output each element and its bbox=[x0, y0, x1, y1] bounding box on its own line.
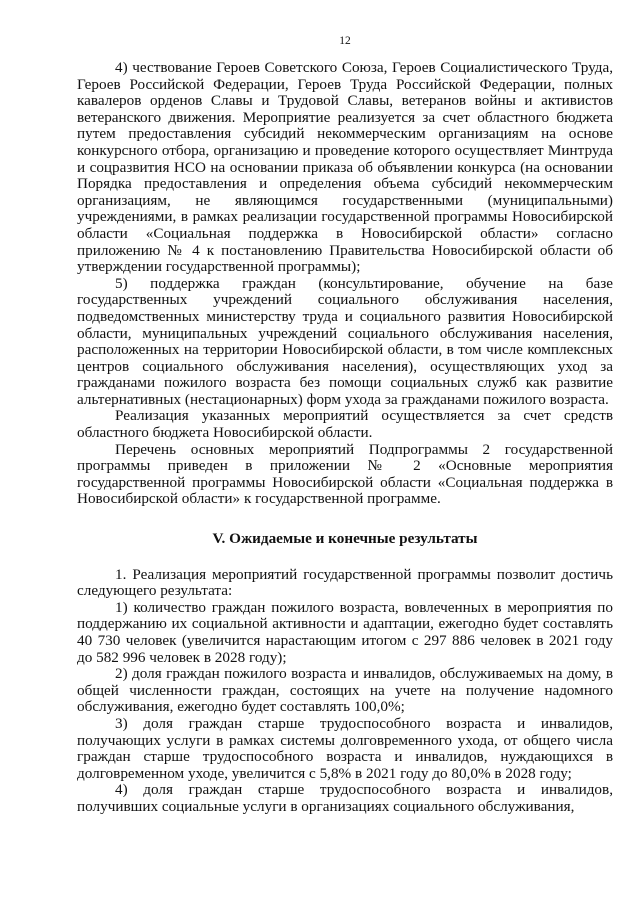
paragraph-measures-list-reference: Перечень основных мероприятий Подпрограммы 2 государственной программы приведен в приложении № 2 «Основные мероприятия государственной программы Новосибирской области «Социальная поддержка в Новосибирской области» к государственной программе. bbox=[77, 440, 613, 508]
paragraph-item-5-citizen-support: 5) поддержка граждан (консультирование, обучение на базе государственных учреждений социального обслуживания населения, подведомственных министерству труда и социального развития Новосибирской области, муниципальных учреждений социального обслуживания населения, расположенных на территории Новосибирской области, в том числе комплексных центров социального обслуживания населения), осуществляющих уход за гражданами пожилого возраста без помощи социальных служб как развитие альтернативных (нестационарных) форм ухода за гражданами пожилого возраста. bbox=[77, 274, 613, 408]
paragraph-result-3: 3) доля граждан старше трудоспособного возраста и инвалидов, получающих услуги в рамках системы долговременного ухода, от общего числа граждан старше трудоспособного возраста и инвалидов, нуждающихся в долговременном уходе, увеличится с 5,8% в 2021 году до 80,0% в 2028 году; bbox=[77, 714, 613, 782]
paragraph-result-4: 4) доля граждан старше трудоспособного возраста и инвалидов, получивших социальные услуги в организациях социального обслуживания, bbox=[77, 781, 613, 815]
paragraph-funding-source: Реализация указанных мероприятий осуществляется за счет средств областного бюджета Новосибирской области. bbox=[77, 407, 613, 442]
page-number: 12 bbox=[339, 35, 351, 47]
paragraph-item-4-honoring-heroes: 4) чествование Героев Советского Союза, Героев Социалистического Труда, Героев Российской Федерации, Героев Труда Российской Федерации, полных кавалеров орденов Славы и Трудовой Славы, ветеранов войны и активистов ветеранского движения. Мероприятие реализуется за счет областного бюджета путем предоставления субсидий некоммерческим организациям на основе конкурсного отбора, организацию и проведение которого осуществляет Минтруда и соцразвития НСО на основании приказа об объявлении конкурса (на основании Порядка предоставления и определения объема субсидий некоммерческим организациям, не являющимся государственными (муниципальными) учреждениями, в рамках реализации государственной программы Новосибирской области «Социальная поддержка в Новосибирской области» согласно приложению № 4 к постановлению Правительства Новосибирской области об утверждении государственной программы); bbox=[77, 59, 613, 276]
section-heading: V. Ожидаемые и конечные результаты bbox=[212, 530, 478, 548]
spacer bbox=[77, 508, 613, 531]
spacer bbox=[77, 548, 613, 567]
paragraph-results-intro: 1. Реализация мероприятий государственной программы позволит достичь следующего результата: bbox=[77, 565, 613, 600]
paragraph-result-1: 1) количество граждан пожилого возраста, вовлеченных в мероприятия по поддержанию их социальной активности и адаптации, ежегодно будет составлять 40 730 человек (увеличится нарастающим итогом с 297 886 человек в 2021 году до 582 996 человек в 2028 году); bbox=[77, 598, 613, 666]
document-body bbox=[77, 60, 613, 816]
paragraph-result-2: 2) доля граждан пожилого возраста и инвалидов, обслуживаемых на дому, в общей численности граждан, состоящих на учете на получение надомного обслуживания, ежегодно будет составлять 100,0%; bbox=[77, 665, 613, 716]
